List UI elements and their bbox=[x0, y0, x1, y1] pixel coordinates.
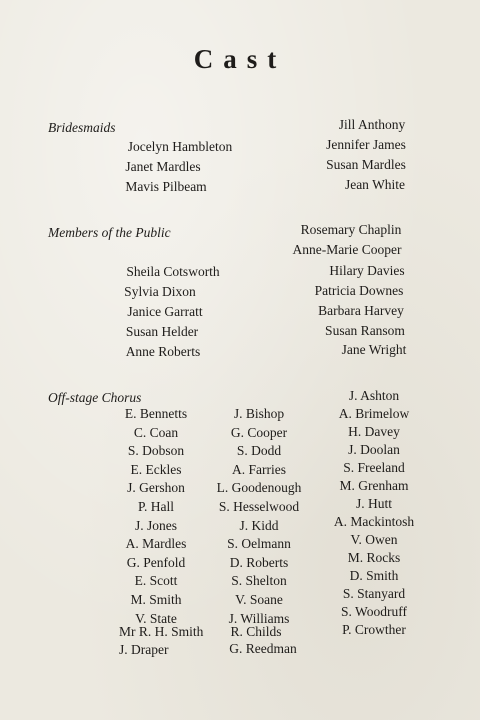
section-heading-bridesmaids: Bridesmaids bbox=[48, 120, 116, 135]
cast-name: G. Cooper bbox=[230, 424, 288, 440]
cast-name: A. Brimelow bbox=[338, 406, 410, 421]
cast-name: P. Crowther bbox=[342, 622, 406, 637]
cast-name: Susan Ransom bbox=[325, 323, 405, 338]
cast-name: Sheila Cotsworth bbox=[126, 264, 220, 279]
cast-name: Janet Mardles bbox=[125, 159, 201, 174]
page-title: Cast bbox=[193, 44, 287, 74]
cast-name: J. Draper bbox=[119, 642, 169, 657]
cast-name: Jocelyn Hambleton bbox=[127, 139, 233, 154]
cast-name: J. Hutt bbox=[355, 496, 393, 511]
cast-name: S. Stanyard bbox=[342, 586, 406, 601]
cast-name: Jennifer James bbox=[326, 137, 406, 152]
cast-name: G. Reedman bbox=[229, 641, 297, 656]
cast-name: Janice Garratt bbox=[127, 304, 203, 319]
cast-name: A. Farries bbox=[232, 461, 286, 477]
cast-name: Rosemary Chaplin bbox=[300, 222, 402, 237]
cast-name: Mr R. H. Smith bbox=[119, 624, 204, 639]
cast-name: S. Shelton bbox=[231, 573, 287, 589]
cast-name: J. Ashton bbox=[348, 388, 400, 403]
cast-name: Susan Mardles bbox=[326, 157, 406, 172]
cast-name: L. Goodenough bbox=[216, 480, 302, 496]
cast-name: V. Owen bbox=[350, 532, 398, 547]
cast-name: D. Smith bbox=[349, 568, 399, 583]
cast-name: Hilary Davies bbox=[329, 263, 405, 278]
cast-name: S. Oelmann bbox=[227, 536, 291, 552]
cast-name: D. Roberts bbox=[229, 554, 289, 570]
cast-name: Sylvia Dixon bbox=[124, 284, 196, 299]
cast-name: P. Hall bbox=[137, 499, 175, 514]
cast-name: M. Smith bbox=[130, 592, 182, 607]
cast-name: Anne-Marie Cooper bbox=[292, 242, 402, 257]
cast-name: S. Woodruff bbox=[341, 604, 407, 619]
cast-name: J. Doolan bbox=[348, 442, 400, 457]
section-heading-public: Members of the Public bbox=[48, 225, 171, 240]
cast-name: S. Dodd bbox=[236, 443, 282, 459]
cast-name: R. Childs bbox=[230, 624, 282, 639]
cast-name: J. Bishop bbox=[233, 406, 285, 421]
cast-name: E. Bennetts bbox=[124, 406, 188, 421]
cast-name: J. Williams bbox=[228, 610, 290, 626]
cast-name: V. Soane bbox=[235, 592, 283, 607]
cast-name: Patricia Downes bbox=[314, 283, 404, 298]
cast-name: G. Penfold bbox=[126, 554, 186, 570]
cast-name: A. Mardles bbox=[125, 536, 187, 552]
cast-name: Susan Helder bbox=[125, 324, 199, 339]
cast-name: Jill Anthony bbox=[338, 117, 406, 132]
cast-name: E. Scott bbox=[134, 573, 178, 589]
cast-name: E. Eckles bbox=[130, 461, 182, 477]
cast-name: A. Mackintosh bbox=[333, 514, 415, 529]
cast-name: J. Kidd bbox=[239, 517, 279, 533]
cast-name: Mavis Pilbeam bbox=[125, 179, 207, 194]
cast-name: Barbara Harvey bbox=[318, 303, 404, 318]
cast-name: Anne Roberts bbox=[125, 344, 201, 359]
cast-name: J. Gershon bbox=[127, 480, 185, 496]
cast-name: Jean White bbox=[344, 177, 406, 192]
cast-name: S. Hesselwood bbox=[218, 499, 300, 514]
cast-name: M. Grenham bbox=[339, 478, 409, 493]
cast-name: M. Rocks bbox=[347, 550, 401, 565]
cast-name: H. Davey bbox=[348, 424, 400, 439]
section-heading-chorus: Off-stage Chorus bbox=[48, 390, 142, 405]
cast-name: J. Jones bbox=[134, 517, 178, 533]
cast-name: S. Freeland bbox=[343, 460, 405, 475]
cast-name: V. State bbox=[135, 610, 177, 626]
cast-name: Jane Wright bbox=[341, 342, 407, 357]
cast-name: C. Coan bbox=[133, 424, 179, 440]
cast-name: S. Dobson bbox=[127, 443, 185, 459]
